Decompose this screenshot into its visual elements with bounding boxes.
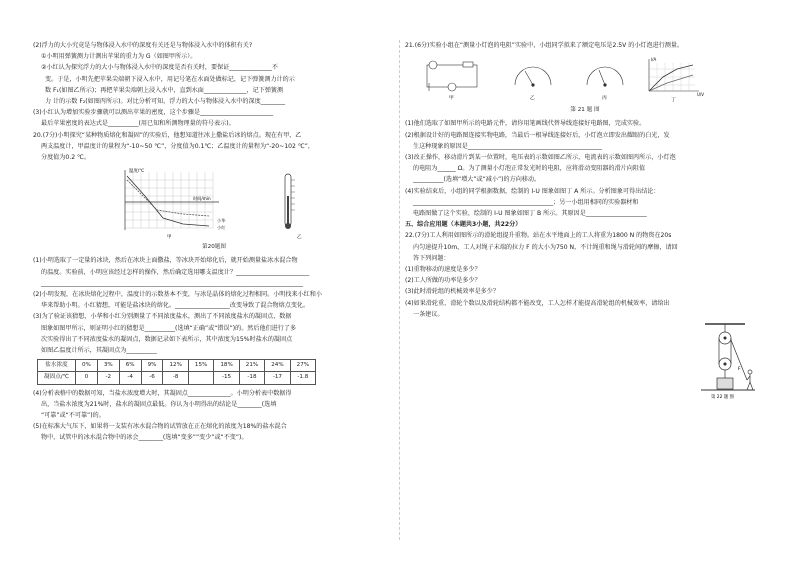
- table-cell: -15: [214, 372, 239, 384]
- table-cell: 18%: [214, 360, 239, 372]
- table-cell: 12%: [163, 360, 188, 372]
- table-cell: 3%: [97, 360, 119, 372]
- q22-part2: (2)工人所做的功率是多少？: [405, 277, 481, 285]
- q20-part4: (4)分析表格中的数据可知，当盐水浓度增大时，其凝固点______________。小明分析表中数据得: [33, 389, 292, 397]
- figure-21-drawing: [405, 55, 765, 103]
- text-line: 电路图做了这个实验，绘制的 I-U 图象如图丁 B 所示。其原因是____________________: [413, 210, 647, 218]
- q22-part1: (1)重物移动的速度是多少？: [405, 266, 481, 274]
- q21-intro: 21.(6分)实验小组在“测量小灯泡的电阻”实验中，小组同学拟来了额定电压是2.5V 的小灯泡进行测量。: [405, 42, 684, 49]
- text-line: 两支温度计，甲温度计的量程为“-10~50 ℃”，分度值为0.1℃；乙温度计的量程为“-20~102 ℃”，: [41, 142, 314, 150]
- fig20-legend-1: 小华: [217, 218, 226, 224]
- left-column: [33, 40, 395, 444]
- text-line: 图象如图甲所示，则证明小红的猜想是__________(选填“正确”或“错误”)的。然后他们进行了多: [41, 324, 297, 332]
- table-cell: 24%: [265, 360, 290, 372]
- table-cell: 盐水浓度: [38, 360, 76, 372]
- fig21-label-bing: 丙: [602, 96, 607, 102]
- fig22-force-label: F: [738, 367, 741, 373]
- text-line: “可靠”或“不可靠”)的。: [41, 412, 105, 420]
- table-row: [38, 372, 316, 384]
- section-5-heading: 五、综合应用题（本题共3小题，共22分）: [405, 221, 522, 229]
- q21-part1: (1)他们选取了如图甲所示的电路元件，请你用笔画线代替导线连接好电路图，完成实验。: [405, 120, 646, 128]
- fig21-ylabel: I/A: [651, 57, 657, 63]
- table-cell: -18: [239, 372, 264, 384]
- table-cell: 27%: [290, 360, 315, 372]
- salt-data-table: [37, 359, 316, 384]
- fig21-voltmeter: [515, 67, 551, 86]
- fig21-caption: 第 21 题 图: [570, 107, 600, 114]
- text-line: 内匀速提升10m，工人对绳子末端的拉力 F 的大小为750 N，不计绳重和绳与滑轮间的摩擦，请回: [413, 243, 678, 251]
- text-line: 出，当盐水浓度为21%时，盐水的凝固点最低。你认为小明得出的结论是________(选填: [41, 400, 277, 408]
- text-line: 最后苹果密度的表达式是__________(用已知和所测物理量的符号表示)。: [41, 120, 235, 128]
- fig20-sub-yi: 乙: [297, 235, 302, 241]
- table-cell: -8: [163, 372, 188, 384]
- table-cell: 21%: [239, 360, 264, 372]
- q21-part4: (4)实验结束后，小组的同学根据数据，绘制的 I-U 图象如图丁 A 所示。分析图象可得出结论：: [405, 187, 660, 195]
- table-cell: -6: [141, 372, 163, 384]
- figure-22: [405, 320, 765, 400]
- text-line: 物中，试管中的冰水混合物中的冰会________(选填“变多”“变少”或“不变”)。: [41, 434, 248, 442]
- table-cell: -1.8: [290, 372, 315, 384]
- figure-20-drawing: [33, 166, 395, 240]
- q19-part3: (3)小红认为增加实验步骤就可以测出苹果的密度，这个步骤是________________________: [33, 109, 274, 117]
- figure-20: [33, 166, 395, 240]
- fig21-label-yi: 乙: [530, 96, 535, 102]
- fig22-worker: [747, 370, 753, 390]
- text-line: 的温度。实验前，小明应该经过怎样的操作，然后确定选用哪支温度计？________________________: [41, 268, 310, 276]
- fig21-label-jia: 甲: [449, 96, 454, 102]
- fig20-sub-jia: 甲: [167, 235, 172, 241]
- text-line: __________(选填“增大”或“减小”)的方向移动。: [413, 176, 541, 184]
- text-line: ______________________________________________；另一小组用相同的实验器材和: [413, 198, 639, 206]
- text-line: 如图乙温度计所示，其凝固点为__________: [41, 347, 157, 355]
- column-divider: [399, 40, 400, 540]
- fig21-iu-graph: [649, 59, 699, 91]
- text-line: 的电阻为______ Ω。为了测量小灯泡正常发光时的电阻，应将滑动变阻器的滑片向阻值: [413, 165, 646, 173]
- text-line: 次实验得出了不同浓度盐水的凝固点，数据记录如下表所示，其中浓度为15%时盐水的凝固点: [41, 335, 293, 343]
- table-cell: 凝固点/℃: [38, 372, 76, 384]
- figure-22-drawing: [405, 320, 765, 400]
- q21-part2: (2)根据设计好的电路图连接实物电路，当最后一根导线连接好后，小灯泡立即发出耀眼的白光，发: [405, 131, 670, 139]
- fig22-caption: 第 22 题 图: [711, 395, 734, 401]
- table-cell: 15%: [188, 360, 213, 372]
- answer-line: ______________________________________________________________________________________: [41, 279, 304, 287]
- right-column: [405, 40, 765, 400]
- fig20-thermometer: [285, 174, 295, 229]
- q20-part1: (1)小明选取了一定量的冰块，然后在冰块上面撒盐，等冰块开始熔化后，就开始测量盐冰水混合物: [33, 257, 298, 265]
- table-cell: -2: [97, 372, 119, 384]
- fig21-circuit: [427, 61, 477, 91]
- q19-step1: ①小明用弹簧测力计测出苹果的重力为 G（如图甲所示）。: [41, 53, 197, 61]
- fig20-xlabel: 时间/min: [193, 196, 211, 202]
- table-cell: -4: [119, 372, 141, 384]
- fig20-ylabel: 温度/℃: [129, 169, 145, 175]
- text-line: 一条建议。: [413, 310, 444, 318]
- table-cell: 0: [75, 372, 97, 384]
- text-line: 力 计的示数 F₂(如图丙所示)。对比分析可知，浮力的大小与物体浸入水中的深度________: [45, 98, 286, 106]
- fig20-curve-xiaohua: [127, 176, 209, 226]
- q22-part3: (3)此时滑轮组的机械效率是多少？: [405, 288, 499, 296]
- q22-part4: (4)如果滑轮重、滑轮个数以及滑轮结构都不能改变，工人怎样才能提高滑轮组的机械效率，请给出: [405, 299, 670, 307]
- table-cell: 0%: [75, 360, 97, 372]
- figure-21: [405, 55, 765, 103]
- text-line: 生这种现象的原因是____________________________________________: [413, 142, 602, 150]
- q20-intro: 20.(7分)小明探究“某种物质熔化和凝固”的实验后，他想知道往冰上撒盐后冰的熔点。现在有甲、乙: [33, 131, 302, 139]
- q20-part3: (3)为了验证该猜想，小华和小红分别测量了不同浓度盐水，测出了不同浓度盐水的凝固点，数据: [33, 313, 292, 321]
- table-cell: -17: [265, 372, 290, 384]
- table-cell: 6%: [119, 360, 141, 372]
- fig20-legend-2: 小红: [217, 225, 226, 231]
- table-cell: [188, 372, 213, 384]
- fig22-pulley-system: [701, 324, 755, 390]
- q20-part5: (5)在标准大气压下，如果将一支装有冰水混合物的试管放在正在熔化的浓度为18%的盐水混合: [33, 423, 287, 431]
- q20-part2: (2)小明发现，在冰块熔化过程中，温度计的示数基本不变，与冰是晶体的熔化过程相同。小明找来小红和小: [33, 291, 322, 299]
- fig20-caption: 第20题图: [202, 244, 226, 251]
- fig21-xlabel: U/V: [697, 92, 705, 98]
- text-line: 分度值为0.2 ℃。: [41, 154, 90, 162]
- table-row: [38, 360, 316, 372]
- text-line: 数 F₁(如图乙所示)；再把苹果尖端朝上浸入水中，直到水面______________，记下弹簧测: [45, 86, 284, 94]
- table-cell: 9%: [141, 360, 163, 372]
- text-line: 答下列问题：: [413, 254, 450, 262]
- q19-step2: ②小红认为探究浮力的大小与物体浸入水中的深度是否有关时，要保证______________不: [41, 64, 279, 72]
- text-line: 华来帮助小明。小红猜想，可能是盐冰块的熔化。__________________改变导致了混合物熔点变化。: [41, 302, 310, 310]
- fig21-label-ding: 丁: [671, 98, 676, 104]
- text-line: 变。于是，小明先把苹果尖端朝下浸入水中，用记号笔在水面处做标记，记下弹簧测力计的示: [45, 75, 295, 83]
- q19-part2: (2)浮力的大小究竟是与物体浸入水中的深度有关还是与物体浸入水中的体积有关?: [33, 42, 253, 49]
- q21-part3: (3)改正操作，移动滑片到某一位置时，电压表的示数如图乙所示，电流表的示数如图丙所示，小灯泡: [405, 154, 676, 162]
- fig21-ammeter: [587, 67, 623, 86]
- q22-intro: 22.(7分)工人利用如图所示的滑轮组提升重物。站在水平地面上的工人将重为1800 N 的物资在20s: [405, 232, 672, 240]
